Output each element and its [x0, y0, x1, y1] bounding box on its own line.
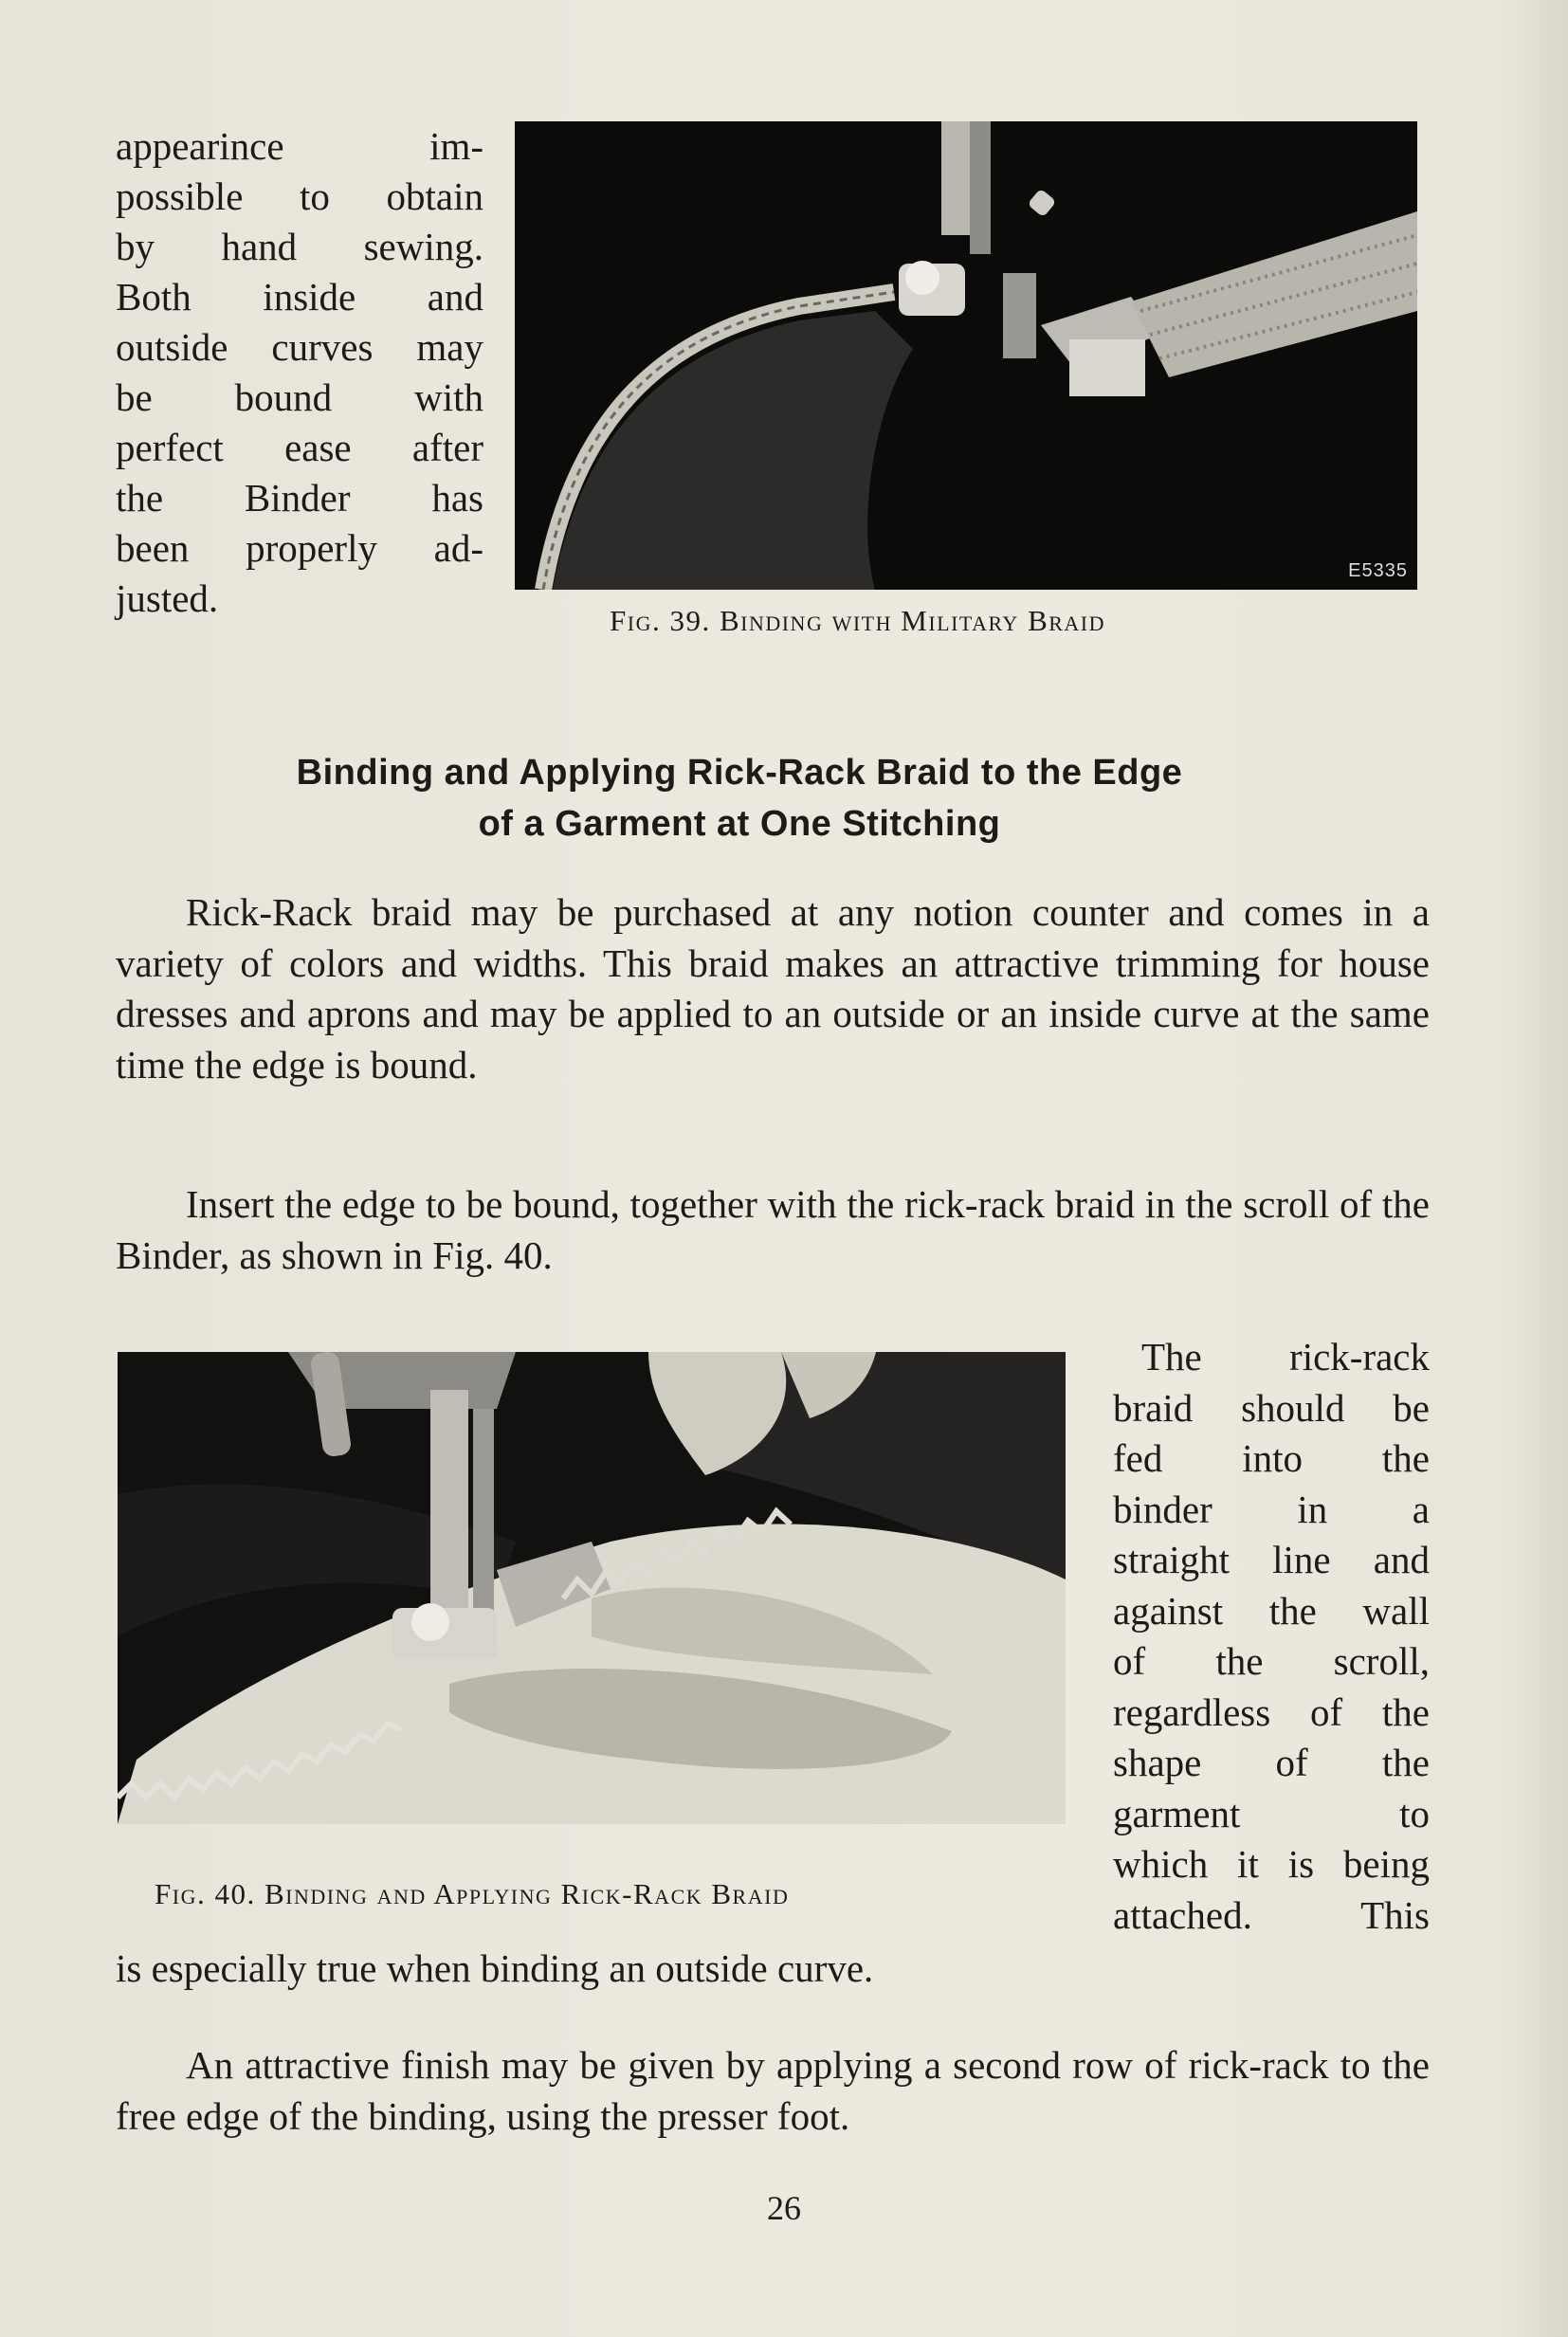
sewing-machine-rick-rack-illustration — [118, 1352, 1066, 1824]
instruction-line: against the wall — [1113, 1588, 1430, 1633]
section-heading-line: of a Garment at One Stitching — [478, 804, 1001, 844]
sewing-machine-military-braid-illustration — [515, 121, 1417, 590]
intro-text-column — [116, 121, 483, 624]
figure-40-caption: Fig. 40. Binding and Applying Rick-Rack Braid — [155, 1877, 790, 1910]
instruction-line: shape of the — [1113, 1741, 1430, 1784]
intro-line: outside curves may — [116, 325, 483, 369]
section-heading-line: Binding and Applying Rick-Rack Braid to the Edge — [296, 753, 1183, 793]
figure-39-photo — [515, 121, 1417, 590]
instruction-line: garment to — [1113, 1791, 1430, 1835]
intro-line: the Binder has — [116, 476, 483, 520]
plate-code: E5335 — [1348, 560, 1408, 581]
page-edge-shadow — [1511, 0, 1568, 2337]
intro-line: by hand sewing. — [116, 225, 483, 268]
instruction-line: of the scroll, — [1113, 1639, 1430, 1683]
instruction-line: regardless of the — [1113, 1689, 1430, 1734]
intro-line: be bound with — [116, 375, 483, 419]
section-heading — [123, 747, 1356, 849]
instruction-line: The rick-rack — [1141, 1335, 1430, 1378]
intro-line: justed. — [116, 576, 219, 620]
instruction-line: binder in a — [1113, 1487, 1430, 1531]
instruction-line: fed into the — [1113, 1436, 1430, 1480]
intro-line: possible to obtain — [116, 174, 483, 218]
intro-line: perfect ease after — [116, 426, 483, 469]
instruction-line: straight line and — [1113, 1538, 1430, 1581]
rick-rack-instructions-column — [1113, 1332, 1430, 1941]
paragraph-continued-line: is especially true when binding an outside curve. — [116, 1946, 874, 1990]
instruction-line: which it is being — [1113, 1842, 1430, 1886]
page-number: 26 — [767, 2189, 801, 2227]
paragraph-insert-edge: Insert the edge to be bound, together with the rick-rack braid in the scroll of the Binder, as shown in Fig. 40. — [116, 1182, 1430, 1277]
figure-39-caption: Fig. 39. Binding with Military Braid — [610, 604, 1106, 637]
intro-line: Both inside and — [116, 275, 483, 319]
instruction-line: attached. This — [1113, 1892, 1430, 1937]
paragraph-second-row: An attractive finish may be given by applying a second row of rick-rack to the free edge of the binding, using the presser foot. — [116, 2043, 1430, 2138]
instruction-line: braid should be — [1113, 1385, 1430, 1430]
intro-line: appearince im- — [116, 124, 483, 168]
paragraph-rick-rack-intro: Rick-Rack braid may be purchased at any notion counter and comes in a variety of colors and widths. This braid makes an attractive trimming for house dresses and aprons and may be applied to an outside or an inside curve at the same time the edge is bound. — [116, 890, 1430, 1086]
intro-line: been properly ad- — [116, 526, 483, 570]
figure-40-photo — [118, 1352, 1066, 1824]
